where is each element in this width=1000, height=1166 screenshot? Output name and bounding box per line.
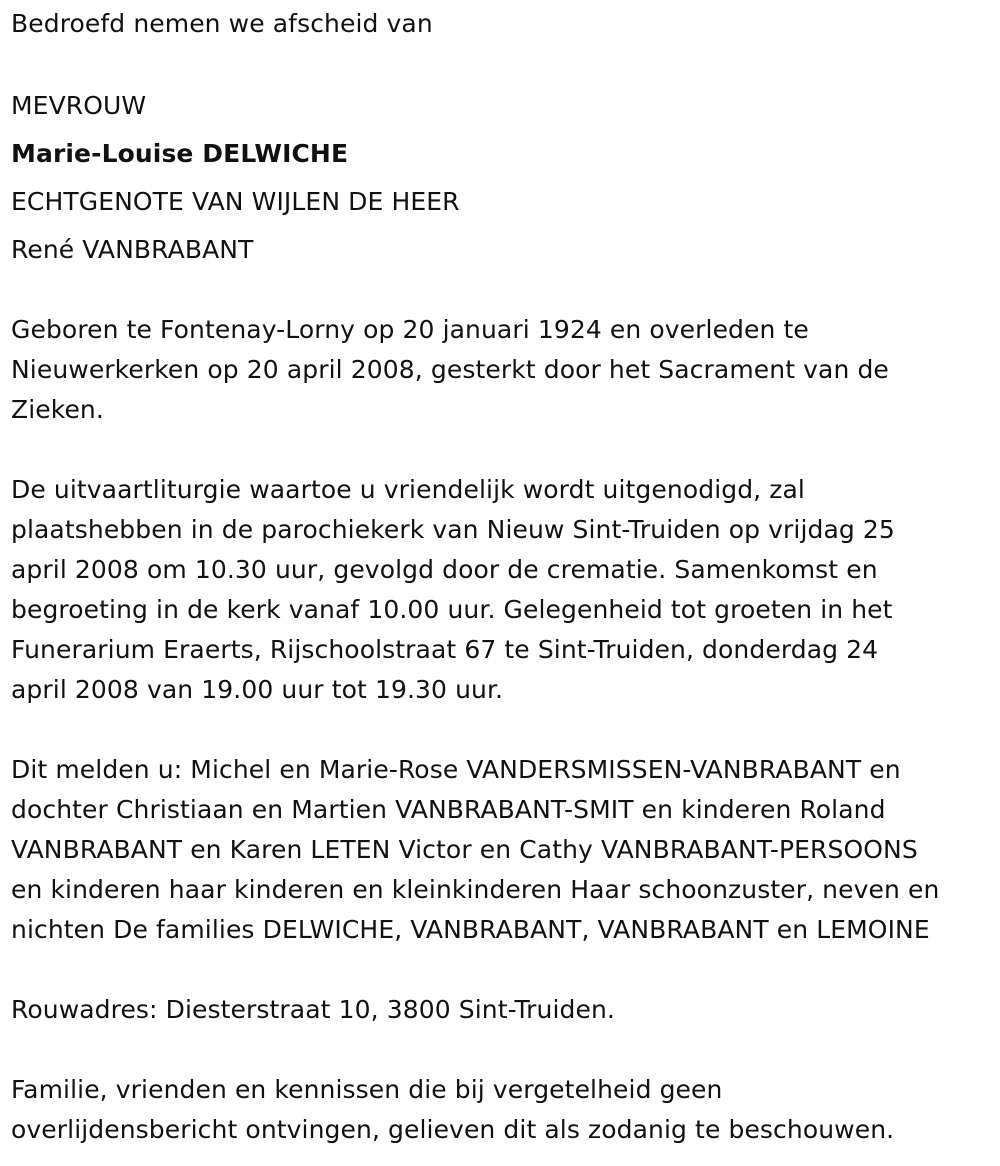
paragraph-line: Dit melden u: Michel en Marie-Rose VANDERSMISSEN-VANBRABANT en	[11, 755, 901, 784]
funeral-paragraph	[11, 470, 895, 710]
spouse-name: René VANBRABANT	[11, 235, 254, 264]
birth-death-paragraph	[11, 310, 889, 430]
closing-paragraph	[11, 1070, 894, 1150]
paragraph-line: overlijdensbericht ontvingen, gelieven dit als zodanig te beschouwen.	[11, 1115, 895, 1144]
family-paragraph	[11, 750, 939, 950]
paragraph-line: nichten De families DELWICHE, VANBRABANT, VANBRABANT en LEMOINE	[11, 915, 930, 944]
spouse-label: ECHTGENOTE VAN WIJLEN DE HEER	[11, 187, 460, 216]
paragraph-line: Funerarium Eraerts, Rijschoolstraat 67 te Sint-Truiden, donderdag 24	[11, 635, 879, 664]
paragraph-line: april 2008 van 19.00 uur tot 19.30 uur.	[11, 675, 504, 704]
paragraph-line: begroeting in de kerk vanaf 10.00 uur. Gelegenheid tot groeten in het	[11, 595, 893, 624]
title-text: MEVROUW	[11, 91, 147, 120]
mourning-address: Rouwadres: Diesterstraat 10, 3800 Sint-Truiden.	[11, 995, 615, 1024]
intro-text: Bedroefd nemen we afscheid van	[11, 9, 433, 38]
paragraph-line: VANBRABANT en Karen LETEN Victor en Cathy VANBRABANT-PERSOONS	[11, 835, 918, 864]
paragraph-line: Familie, vrienden en kennissen die bij vergetelheid geen	[11, 1075, 723, 1104]
paragraph-line: april 2008 om 10.30 uur, gevolgd door de crematie. Samenkomst en	[11, 555, 878, 584]
paragraph-line: Zieken.	[11, 395, 104, 424]
paragraph-line: Geboren te Fontenay-Lorny op 20 januari 1924 en overleden te	[11, 315, 809, 344]
paragraph-line: plaatshebben in de parochiekerk van Nieuw Sint-Truiden op vrijdag 25	[11, 515, 895, 544]
deceased-name: Marie-Louise DELWICHE	[11, 139, 349, 168]
paragraph-line: Nieuwerkerken op 20 april 2008, gesterkt door het Sacrament van de	[11, 355, 889, 384]
paragraph-line: De uitvaartliturgie waartoe u vriendelijk wordt uitgenodigd, zal	[11, 475, 805, 504]
paragraph-line: dochter Christiaan en Martien VANBRABANT-SMIT en kinderen Roland	[11, 795, 886, 824]
paragraph-line: en kinderen haar kinderen en kleinkinderen Haar schoonzuster, neven en	[11, 875, 940, 904]
